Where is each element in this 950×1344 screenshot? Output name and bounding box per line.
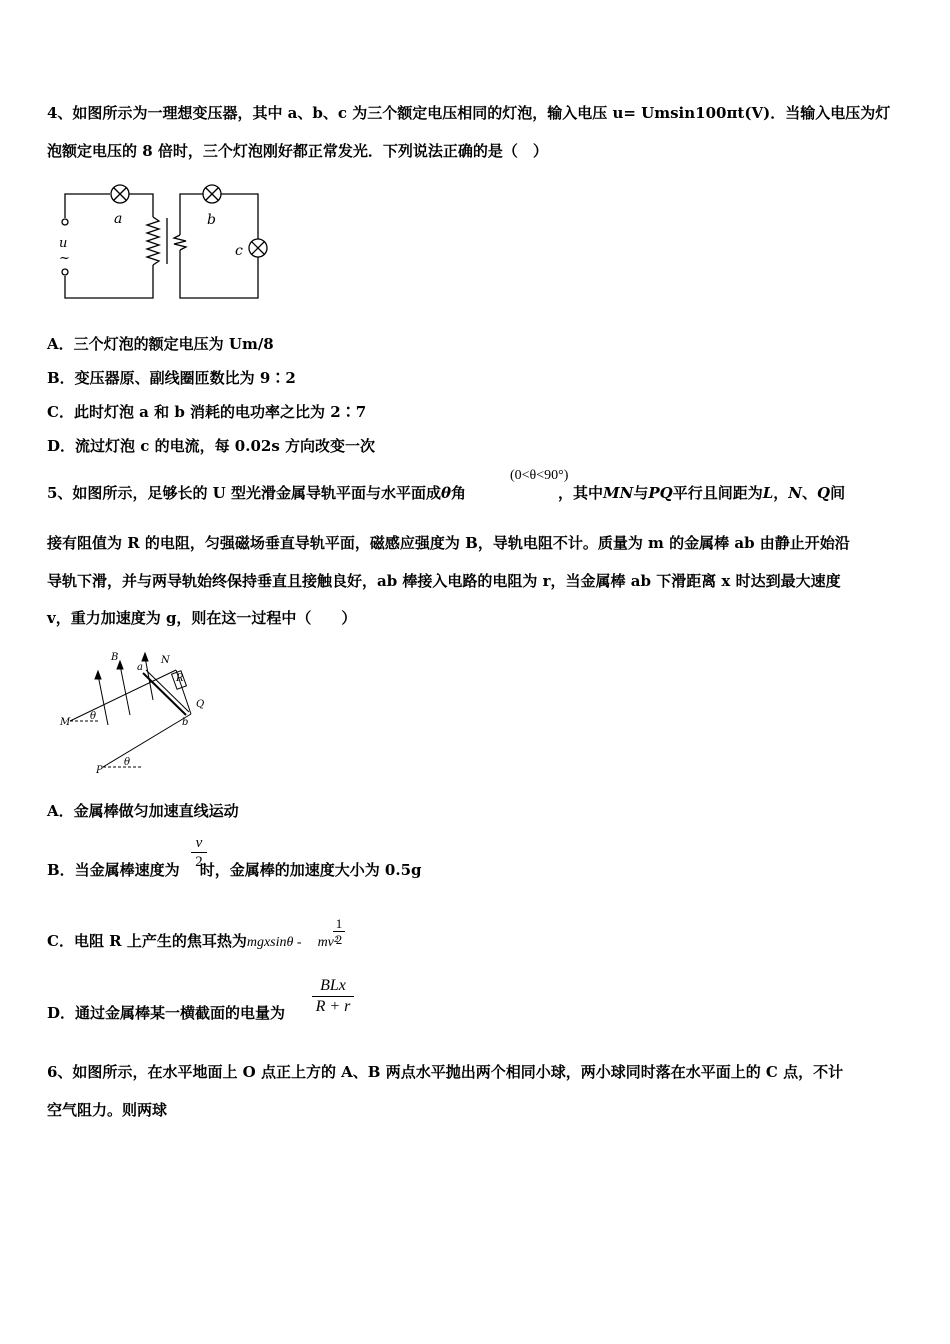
q6-stem-line1: 6、如图所示，在水平地面上 O 点正上方的 A、B 两点水平抛出两个相同小球，两小球同时落在水平面上的 C 点，不计 xyxy=(47,1063,844,1081)
q4-option-d: D．流过灯泡 c 的电流，每 0.02s 方向改变一次 xyxy=(47,437,376,455)
label-a: a xyxy=(114,211,123,227)
label-R: R xyxy=(176,673,184,684)
q5-option-c: C．电阻 R 上产生的焦耳热为mgxsinθ - mv² xyxy=(47,932,339,950)
label-b-rod: b xyxy=(182,717,189,728)
label-a-rod: a xyxy=(137,662,143,673)
label-B: B xyxy=(111,652,119,663)
label-ac-symbol: ~ xyxy=(59,251,70,266)
inclined-rail-figure xyxy=(58,645,218,777)
q5-stem-line2: 接有阻值为 R 的电阻，匀强磁场垂直导轨平面，磁感应强度为 B，导轨电阻不计。质量为 m 的金属棒 ab 由静止开始沿 xyxy=(47,534,850,552)
label-u: u xyxy=(59,236,68,251)
label-theta-bottom: θ xyxy=(124,757,131,768)
q4-stem-line1: 4、如图所示为一理想变压器，其中 a、b、c 为三个额定电压相同的灯泡，输入电压 u= Umsin100πt(V)．当输入电压为灯 xyxy=(47,104,891,122)
q5-option-a: A．金属棒做匀加速直线运动 xyxy=(47,802,239,820)
q6-stem-line2: 空气阻力。则两球 xyxy=(47,1101,168,1119)
q4-option-c: C．此时灯泡 a 和 b 消耗的电功率之比为 2∶7 xyxy=(47,403,367,421)
label-Q: Q xyxy=(196,699,205,710)
q5-stem-line1: 5、如图所示，足够长的 U 型光滑金属导轨平面与水平面成θ角 ，其中MN与PQ平行且间距为L，N、Q间 xyxy=(47,484,846,502)
q5-angle-range: (0<θ<90°) xyxy=(510,468,569,483)
q5-stem-line4: v，重力加速度为 g，则在这一过程中（ ） xyxy=(47,609,357,627)
q5-optb-fraction: $\frac{v}{2}$ xyxy=(191,834,207,871)
q5-optd-fraction: BLx R + r xyxy=(312,976,354,1017)
q5-stem-line3: 导轨下滑，并与两导轨始终保持垂直且接触良好，ab 棒接入电路的电阻为 r，当金属棒 ab 下滑距离 x 时达到最大速度 xyxy=(47,572,841,590)
label-b: b xyxy=(207,212,216,228)
q4-option-b: B．变压器原、副线圈匝数比为 9∶2 xyxy=(47,369,296,387)
q5-optc-fraction: $\frac{1}{2}$ xyxy=(333,916,345,947)
label-theta-top: θ xyxy=(90,711,97,722)
transformer-circuit-figure xyxy=(55,180,270,310)
label-P: P xyxy=(96,765,103,776)
q5-option-b: B．当金属棒速度为 时，金属棒的加速度大小为 0.5g xyxy=(47,861,422,879)
q5-option-d: D．通过金属棒某一横截面的电量为 xyxy=(47,1004,286,1022)
label-N: N xyxy=(161,655,170,666)
label-M: M xyxy=(60,717,71,728)
label-c: c xyxy=(235,243,243,259)
q4-option-a: A．三个灯泡的额定电压为 Um/8 xyxy=(47,335,274,353)
q4-stem-line2: 泡额定电压的 8 倍时，三个灯泡刚好都正常发光．下列说法正确的是（ ） xyxy=(47,142,548,160)
